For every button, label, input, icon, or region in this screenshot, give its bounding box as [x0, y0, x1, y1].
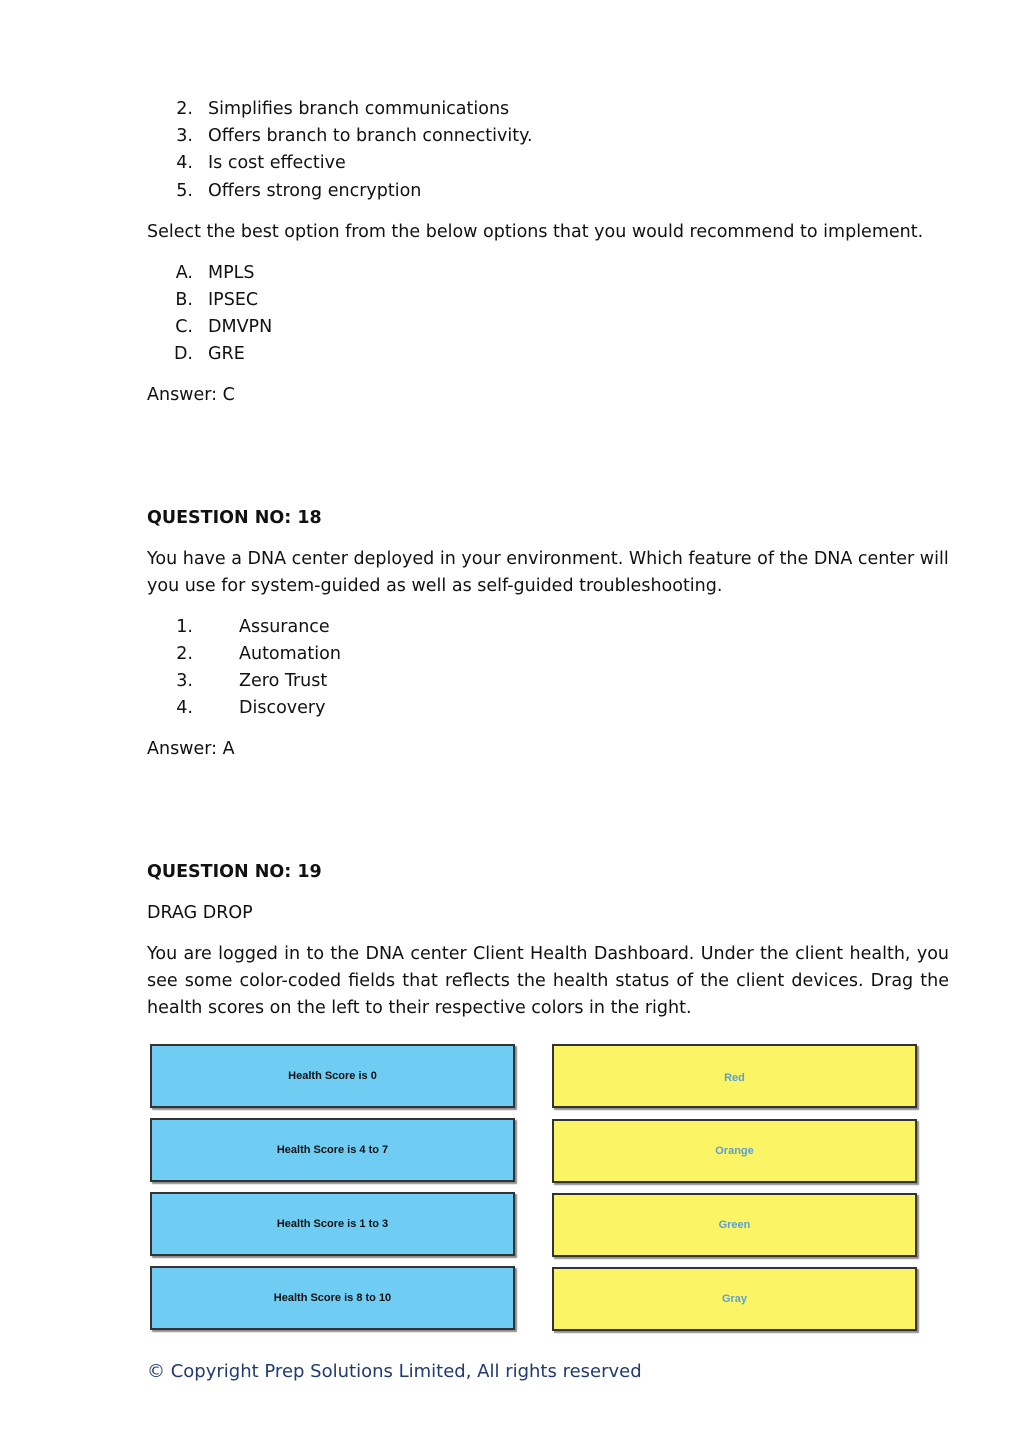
q17-answer: Answer: C — [147, 385, 235, 405]
list-number: 5. — [176, 181, 193, 201]
option-text: IPSEC — [208, 290, 259, 310]
drag-item-health-score[interactable]: Health Score is 0 — [150, 1044, 515, 1108]
option-letter: D. — [173, 344, 193, 364]
list-item: Is cost effective — [208, 153, 346, 173]
q18-heading: QUESTION NO: 18 — [147, 508, 322, 528]
option-text: Zero Trust — [239, 671, 328, 691]
q19-type: DRAG DROP — [147, 903, 253, 923]
option-text: MPLS — [208, 263, 255, 283]
q18-answer: Answer: A — [147, 739, 235, 759]
drop-target-orange[interactable]: Orange — [552, 1119, 917, 1183]
option-number: 4. — [176, 698, 193, 718]
option-number: 3. — [176, 671, 193, 691]
q19-heading: QUESTION NO: 19 — [147, 862, 322, 882]
list-item: Offers strong encryption — [208, 181, 422, 201]
drag-item-health-score[interactable]: Health Score is 4 to 7 — [150, 1118, 515, 1182]
drag-item-health-score[interactable]: Health Score is 1 to 3 — [150, 1192, 515, 1256]
copyright-footer: © Copyright Prep Solutions Limited, All rights reserved — [147, 1361, 642, 1382]
option-text: GRE — [208, 344, 245, 364]
q17-prompt: Select the best option from the below options that you would recommend to implement. — [147, 222, 924, 242]
option-number: 2. — [176, 644, 193, 664]
drop-target-gray[interactable]: Gray — [552, 1267, 917, 1331]
option-text: DMVPN — [208, 317, 273, 337]
q19-question-text: You are logged in to the DNA center Client Health Dashboard. Under the client health, you see some color-coded fields that reflects the health status of the client devices. Drag the health scores on the left to their respective colors in the right. — [147, 944, 949, 1018]
list-number: 3. — [176, 126, 193, 146]
option-text: Automation — [239, 644, 341, 664]
option-letter: B. — [175, 290, 193, 310]
list-number: 4. — [176, 153, 193, 173]
drop-target-red[interactable]: Red — [552, 1044, 917, 1108]
option-letter: A. — [175, 263, 193, 283]
drop-target-green[interactable]: Green — [552, 1193, 917, 1257]
option-text: Assurance — [239, 617, 330, 637]
option-letter: C. — [175, 317, 193, 337]
option-text: Discovery — [239, 698, 326, 718]
option-number: 1. — [176, 617, 193, 637]
drag-item-health-score[interactable]: Health Score is 8 to 10 — [150, 1266, 515, 1330]
list-item: Simplifies branch communications — [208, 99, 510, 119]
q18-question-text: You have a DNA center deployed in your environment. Which feature of the DNA center will you use for system-guided as well as self-guided troubleshooting. — [147, 549, 949, 596]
list-number: 2. — [176, 99, 193, 119]
list-item: Offers branch to branch connectivity. — [208, 126, 533, 146]
